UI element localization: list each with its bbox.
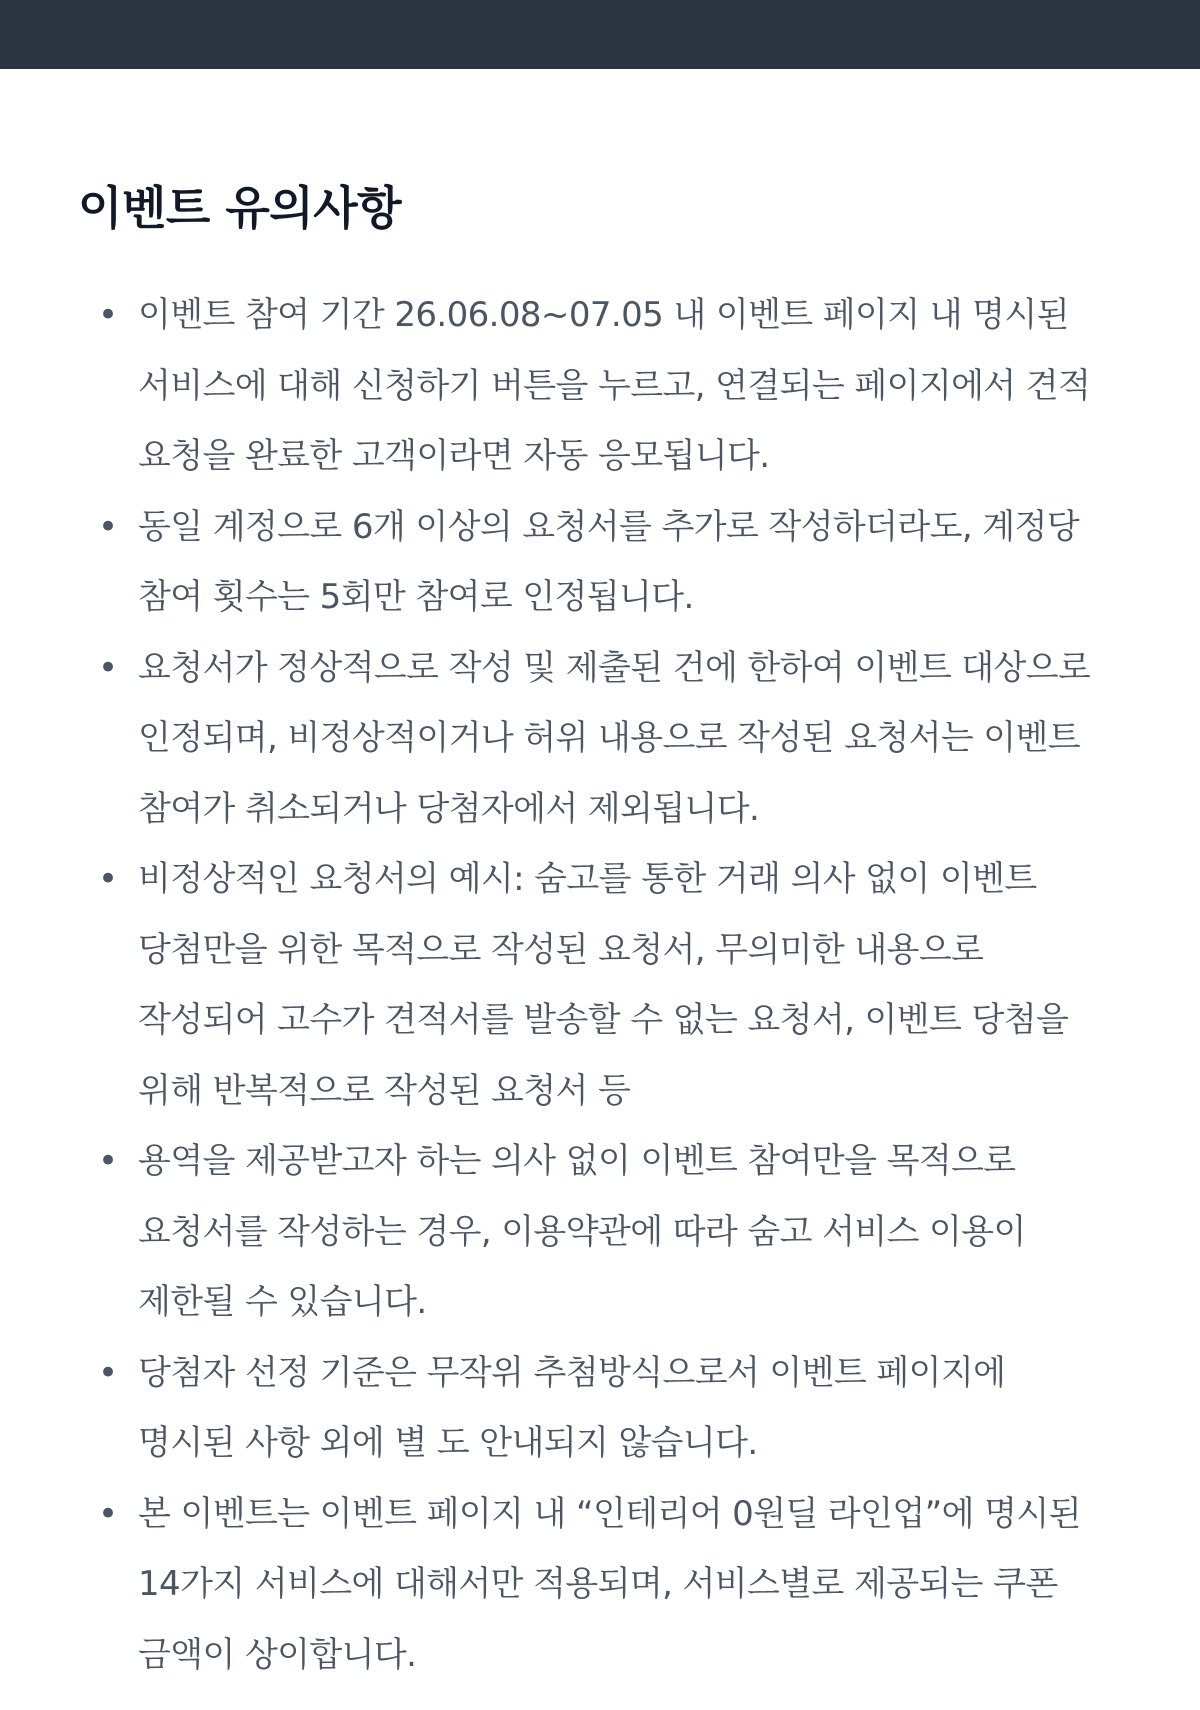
page-title: 이벤트 유의사항 xyxy=(78,181,402,235)
notice-list xyxy=(78,280,1110,1690)
bullet-icon: • xyxy=(97,1493,119,1534)
notice-text: 요청서가 정상적으로 작성 및 제출된 건에 한하여 이벤트 대상으로 인정되며, 비정상적이거나 허위 내용으로 작성된 요청서는 이벤트 참여가 취소되거나 당첨자에서 제외됩니다. xyxy=(138,647,1091,829)
event-notice-section xyxy=(0,69,1200,1690)
top-navigation-bar xyxy=(0,0,1200,69)
notice-text: 본 이벤트는 이벤트 페이지 내 “인테리어 0원딜 라인업”에 명시된 14가지 서비스에 대해서만 적용되며, 서비스별로 제공되는 쿠폰 금액이 상이합니다. xyxy=(138,1493,1081,1675)
bullet-icon: • xyxy=(97,1352,119,1393)
list-item xyxy=(78,492,1110,633)
list-item xyxy=(78,633,1110,845)
bullet-icon: • xyxy=(97,647,119,688)
bullet-icon: • xyxy=(97,1141,119,1182)
list-item xyxy=(78,280,1110,492)
bullet-icon: • xyxy=(97,506,119,547)
notice-text: 이벤트 참여 기간 26.06.08~07.05 내 이벤트 페이지 내 명시된 서비스에 대해 신청하기 버튼을 누르고, 연결되는 페이지에서 견적 요청을 완료한 고객이라면 자동 응모됩니다. xyxy=(138,295,1091,477)
list-item xyxy=(78,1126,1110,1338)
notice-text: 당첨자 선정 기준은 무작위 추첨방식으로서 이벤트 페이지에 명시된 사항 외에 별 도 안내되지 않습니다. xyxy=(138,1352,1006,1464)
notice-text: 용역을 제공받고자 하는 의사 없이 이벤트 참여만을 목적으로 요청서를 작성하는 경우, 이용약관에 따라 숨고 서비스 이용이 제한될 수 있습니다. xyxy=(138,1141,1026,1323)
notice-text: 비정상적인 요청서의 예시: 숨고를 통한 거래 의사 없이 이벤트 당첨만을 위한 목적으로 작성된 요청서, 무의미한 내용으로 작성되어 고수가 견적서를 발송할 수 없는 요청서, 이벤트 당첨을 위해 반복적으로 작성된 요청서 등 xyxy=(138,859,1069,1111)
list-item xyxy=(78,844,1110,1126)
bullet-icon: • xyxy=(97,859,119,900)
notice-text: 동일 계정으로 6개 이상의 요청서를 추가로 작성하더라도, 계정당 참여 횟수는 5회만 참여로 인정됩니다. xyxy=(138,506,1080,618)
bullet-icon: • xyxy=(97,295,119,336)
list-item xyxy=(78,1338,1110,1479)
list-item xyxy=(78,1479,1110,1691)
